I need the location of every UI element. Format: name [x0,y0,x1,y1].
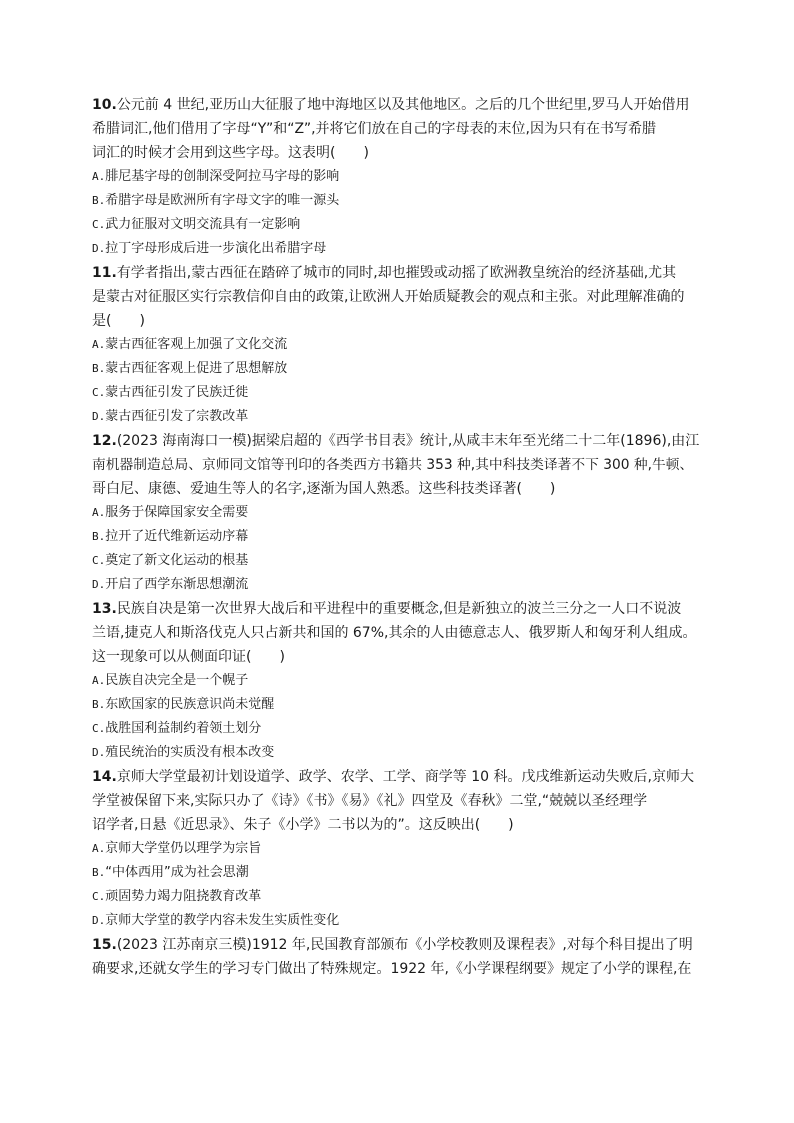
question-stem-line: 15.(2023 江苏南京三模)1912 年,民国教育部颁布《小学校教则及课程表》,对每个科目提出了明 [92,937,693,953]
question-stem-line: 这一现象可以从侧面印证( ) [92,649,285,665]
question-stem-line: 诏学者,日悬《近思录》、朱子《小学》二书以为的”。这反映出( ) [92,817,514,833]
question-stem-line: 是蒙古对征服区实行宗教信仰自由的政策,让欧洲人开始质疑教会的观点和主张。对此理解准确的 [92,289,685,305]
option-c: C.顽固势力竭力阻挠教育改革 [92,889,262,904]
question-stem-line: 希腊词汇,他们借用了字母“Y”和“Z”,并将它们放在自己的字母表的末位,因为只有在书写希腊 [92,121,657,137]
question-stem-line: 13.民族自决是第一次世界大战后和平进程中的重要概念,但是新独立的波兰三分之一人口不说波 [92,601,682,617]
question-10 [92,93,700,261]
question-11 [92,261,700,429]
question-stem-line: 12.(2023 海南海口一模)据梁启超的《西学书目表》统计,从咸丰末年至光绪二十二年(1896),由江 [92,433,700,449]
question-number: 14. [92,769,117,785]
option-a: A.蒙古西征客观上加强了文化交流 [92,337,288,352]
question-13 [92,597,700,765]
question-stem-line: 词汇的时候才会用到这些字母。这表明( ) [92,145,369,161]
question-stem-line: 是( ) [92,313,145,329]
option-b: B.拉开了近代维新运动序幕 [92,529,249,544]
question-number: 15. [92,937,117,953]
option-a: A.京师大学堂仍以理学为宗旨 [92,841,262,856]
option-d: D.开启了西学东渐思想潮流 [92,577,249,592]
question-15 [92,933,700,981]
question-14 [92,765,700,933]
question-stem-line: 10.公元前 4 世纪,亚历山大征服了地中海地区以及其他地区。之后的几个世纪里,罗马人开始借用 [92,97,690,113]
option-d: D.殖民统治的实质没有根本改变 [92,745,275,760]
question-stem-line: 11.有学者指出,蒙古西征在踏碎了城市的同时,却也摧毁或动摇了欧洲教皇统治的经济基础,尤其 [92,265,677,281]
exam-page [92,93,700,981]
option-b: B.东欧国家的民族意识尚未觉醒 [92,697,275,712]
question-12 [92,429,700,597]
question-number: 13. [92,601,117,617]
option-d: D.拉丁字母形成后进一步演化出希腊字母 [92,241,327,256]
question-stem-line: 南机器制造总局、京师同文馆等刊印的各类西方书籍共 353 种,其中科技类译著不下 300 种,牛顿、 [92,457,694,473]
option-b: B.蒙古西征客观上促进了思想解放 [92,361,288,376]
question-stem-line: 学堂被保留下来,实际只办了《诗》《书》《易》《礼》四堂及《春秋》二堂,“兢兢以圣经理学 [92,793,648,809]
option-a: A.民族自决完全是一个幌子 [92,673,249,688]
option-b: B.希腊字母是欧洲所有字母文字的唯一源头 [92,193,340,208]
question-number: 10. [92,97,117,113]
option-d: D.京师大学堂的教学内容未发生实质性变化 [92,913,340,928]
option-c: C.蒙古西征引发了民族迁徙 [92,385,249,400]
question-stem-line: 14.京师大学堂最初计划设道学、政学、农学、工学、商学等 10 科。戊戌维新运动失败后,京师大 [92,769,694,785]
question-stem-line: 确要求,还就女学生的学习专门做出了特殊规定。1922 年,《小学课程纲要》规定了小学的课程,在 [92,961,692,977]
question-stem-line: 兰语,捷克人和斯洛伐克人只占新共和国的 67%,其余的人由德意志人、俄罗斯人和匈牙利人组成。 [92,625,697,641]
option-a: A.服务于保障国家安全需要 [92,505,249,520]
option-a: A.腓尼基字母的创制深受阿拉马字母的影响 [92,169,340,184]
option-c: C.武力征服对文明交流具有一定影响 [92,217,301,232]
question-number: 12. [92,433,117,449]
question-stem-line: 哥白尼、康德、爱迪生等人的名字,逐渐为国人熟悉。这些科技类译著( ) [92,481,556,497]
option-c: C.战胜国利益制约着领土划分 [92,721,262,736]
option-b: B.“中体西用”成为社会思潮 [92,865,249,880]
option-d: D.蒙古西征引发了宗教改革 [92,409,249,424]
option-c: C.奠定了新文化运动的根基 [92,553,249,568]
question-number: 11. [92,265,117,281]
